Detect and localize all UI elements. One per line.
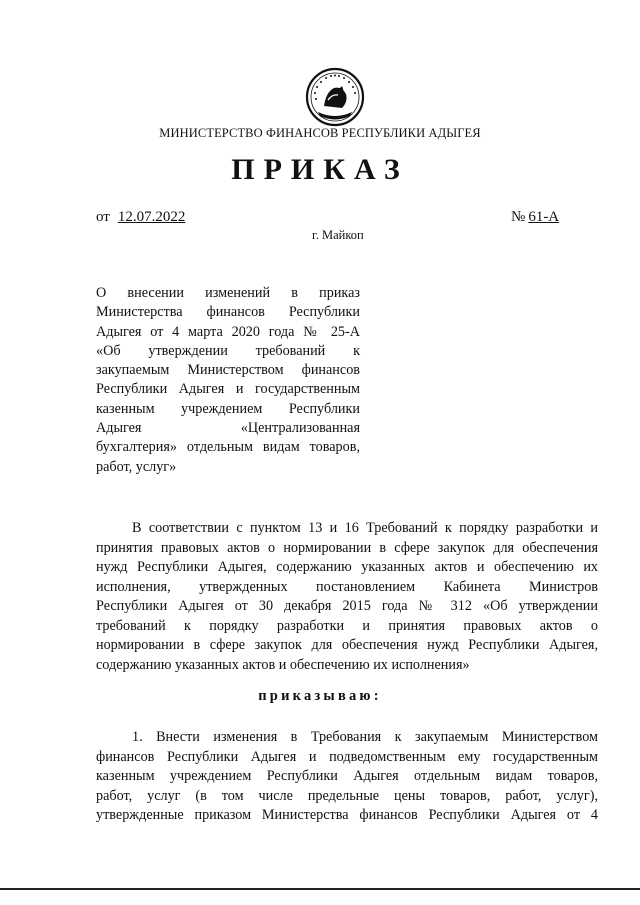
date-line	[96, 209, 185, 226]
document-type-title: ПРИКАЗ	[231, 153, 409, 186]
body-line: нужд Республики Адыгея, содержанию указанных актов и обеспечению их	[96, 559, 598, 575]
body-line: В соответствии с пунктом 13 и 16 Требований к порядку разработки и	[132, 520, 598, 536]
document-number: 61-А	[528, 209, 560, 225]
point-line: казенным учреждением Республики Адыгея отдельным видам товаров,	[96, 768, 598, 784]
date-prefix: от	[96, 209, 110, 225]
city: г. Майкоп	[312, 228, 364, 242]
point-1-paragraph	[96, 728, 598, 826]
body-line: содержанию указанных актов и обеспечению их исполнения»	[96, 656, 470, 673]
subject-line: О внесении изменений в приказ	[96, 285, 360, 301]
document-date: 12.07.2022	[117, 209, 186, 225]
point-line: 1. Внести изменения в Требования к закупаемым Министерством	[132, 729, 598, 745]
body-line: нормировании в сфере закупок для обеспечения нужд Республики Адыгея,	[96, 637, 598, 653]
number-line	[511, 209, 559, 226]
orders-heading: приказываю:	[258, 688, 382, 704]
subject-line: Адыгея от 4 марта 2020 года № 25-А	[96, 323, 360, 340]
body-line: исполнения, утвержденных постановлением Кабинета Министров	[96, 578, 598, 595]
body-line: Республики Адыгея от 30 декабря 2015 года № 312 «Об утверждении	[96, 598, 598, 614]
subject-line: работ, услуг»	[96, 458, 177, 475]
page-bottom-edge	[0, 888, 640, 890]
subject-line: «Об утверждении требований к	[96, 342, 360, 359]
point-line: работ, услуг (в том числе предельные цены товаров, работ, услуг),	[96, 787, 598, 804]
document-subject	[96, 284, 360, 477]
ministry-name: МИНИСТЕРСТВО ФИНАНСОВ РЕСПУБЛИКИ АДЫГЕЯ	[159, 126, 481, 140]
body-line: принятия правовых актов о нормировании в сфере закупок для обеспечения	[96, 539, 598, 556]
subject-line: Адыгея «Централизованная	[96, 420, 360, 437]
subject-line: казенным учреждением Республики	[96, 400, 360, 417]
subject-line: закупаемым Министерством финансов	[96, 362, 360, 379]
subject-line: Министерства финансов Республики	[96, 304, 360, 321]
preamble-paragraph	[96, 519, 598, 675]
number-prefix: №	[511, 209, 526, 225]
subject-line: Республики Адыгея и государственным	[96, 381, 360, 398]
point-line: финансов Республики Адыгея и подведомственным ему государственным	[96, 748, 598, 765]
body-line: требований к порядку разработки и принятия правовых актов о	[96, 617, 598, 634]
subject-line: бухгалтерия» отдельным видам товаров,	[96, 439, 360, 456]
point-line: утвержденные приказом Министерства финансов Республики Адыгея от 4	[96, 807, 598, 823]
coat-of-arms-icon	[302, 66, 368, 130]
